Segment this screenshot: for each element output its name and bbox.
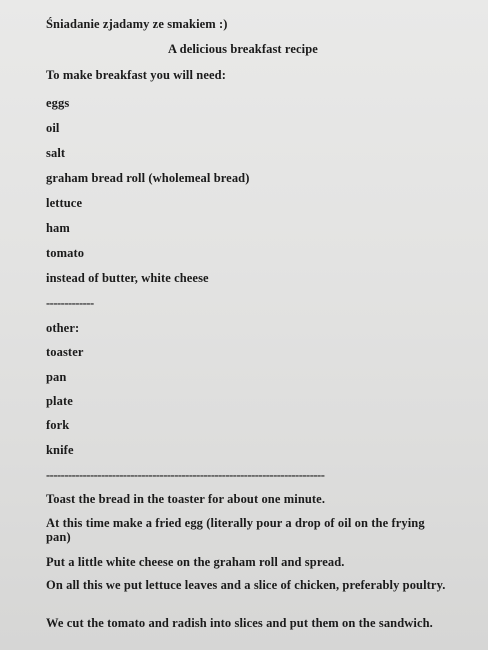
ingredient-item: lettuce <box>46 196 83 210</box>
ingredient-item: graham bread roll (wholemeal bread) <box>46 171 250 185</box>
ingredients-intro: To make breakfast you will need: <box>46 68 226 82</box>
ingredient-item: instead of butter, white cheese <box>46 271 209 285</box>
tool-item: toaster <box>46 345 84 359</box>
tool-item: pan <box>46 370 67 384</box>
step-item: Put a little white cheese on the graham roll and spread. <box>46 555 345 569</box>
step-item: At this time make a fried egg (literally pour a drop of oil on the frying pan) <box>46 516 425 544</box>
ingredient-item: oil <box>46 121 60 135</box>
separator-short: ------------- <box>46 296 94 310</box>
other-label: other: <box>46 321 80 335</box>
ingredient-item: ham <box>46 221 70 235</box>
step-item: On all this we put lettuce leaves and a slice of chicken, preferably poultry. <box>46 578 446 592</box>
ingredient-item: salt <box>46 146 66 160</box>
top-title: Śniadanie zjadamy ze smakiem :) <box>46 17 228 31</box>
ingredient-item: tomato <box>46 246 85 260</box>
step-item: Toast the bread in the toaster for about one minute. <box>46 492 326 506</box>
step-item: We cut the tomato and radish into slices and put them on the sandwich. <box>46 616 433 630</box>
tool-item: fork <box>46 418 70 432</box>
separator-long: ---------------------------------------------------------------------------- <box>46 468 325 482</box>
ingredient-item: eggs <box>46 96 70 110</box>
recipe-title: A delicious breakfast recipe <box>168 42 318 56</box>
tool-item: plate <box>46 394 73 408</box>
tool-item: knife <box>46 443 74 457</box>
